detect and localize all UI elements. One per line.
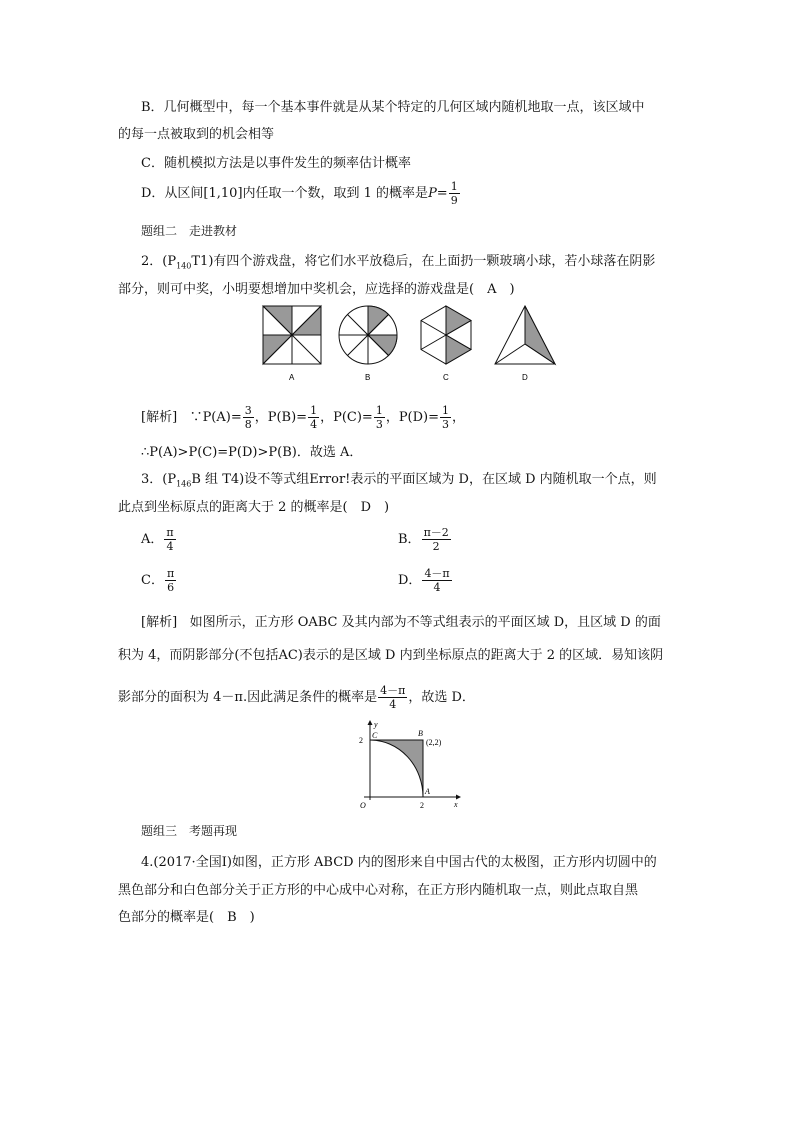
fraction-numerator: 1 [375, 404, 383, 417]
board-a-label: A [289, 373, 295, 382]
solution3-fraction [378, 684, 407, 711]
option-d-fraction [422, 567, 451, 594]
y-axis-label: y [374, 720, 378, 729]
fraction-denominator: 3 [375, 418, 383, 431]
option-a-fraction [164, 526, 175, 553]
origin-label: O [360, 801, 366, 810]
option-d-fraction [449, 180, 460, 207]
fraction-denominator: 6 [167, 581, 175, 594]
option-d-p: P= [428, 186, 448, 201]
option-d-text: D．从区间[1,10]内任取一个数，取到 1 的概率是 [141, 186, 429, 201]
q3-page-sub: 146 [176, 479, 192, 489]
fraction-numerator: π－2 [423, 526, 449, 539]
shaded-region [370, 740, 423, 797]
q3-line2: 此点到坐标原点的距离大于 2 的概率是( D ) [118, 500, 390, 515]
q3-option-b [398, 526, 452, 553]
q4-line3: 色部分的概率是( B ) [118, 910, 255, 925]
option-b-fraction [422, 526, 451, 553]
q2-prefix: 2．(P [141, 254, 177, 269]
solution3-end: ，故选 D． [408, 690, 475, 705]
option-d-line [141, 180, 461, 207]
option-c-fraction [165, 567, 176, 594]
q3-option-a [141, 526, 177, 553]
option-label: C． [141, 573, 164, 588]
board-d-label: D [522, 373, 528, 382]
solution3-line1 [141, 611, 661, 630]
prob-b-label: ，P(B)= [254, 410, 308, 425]
solution2-end: ， [452, 410, 466, 425]
fraction-numerator: π [166, 526, 174, 539]
x-axis-label: x [454, 800, 458, 809]
option-b-line1: B．几何概型中，每一个基本事件就是从某个特定的几何区域内随机地取一点，该区域中 [141, 100, 645, 115]
point-b-coord: (2,2) [426, 738, 442, 747]
solution-tag: [解析] [141, 410, 178, 425]
fraction-denominator: 4 [389, 698, 397, 711]
q3-option-c [141, 567, 177, 594]
q2-page-sub: 140 [176, 261, 192, 271]
fraction-numerator: 3 [244, 404, 252, 417]
x-tick-2: 2 [420, 801, 424, 810]
q2-line1 [141, 250, 655, 271]
board-d [495, 306, 555, 364]
board-a [263, 306, 321, 364]
solution3-text1: 如图所示，正方形 OABC 及其内部为不等式组表示的平面区域 D，且区域 D 的面 [189, 615, 661, 630]
q3-option-d [398, 567, 453, 594]
option-c-line: C．随机模拟方法是以事件发生的频率估计概率 [141, 156, 411, 171]
point-c-label: C [372, 731, 378, 740]
point-b-label: B [418, 729, 423, 738]
fraction-numerator: 1 [310, 404, 318, 417]
solution2-line2: ∴P(A)>P(C)=P(D)>P(B)．故选 A． [141, 445, 363, 460]
solution3-line2: 积为 4，而阴影部分(不包括AC)表示的是区域 D 内到坐标原点的距离大于 2 的区域．易知该阴 [118, 648, 664, 663]
prob-d-label: ，P(D)= [385, 410, 440, 425]
fraction-denominator: 4 [166, 540, 174, 553]
fraction-denominator: 2 [432, 540, 440, 553]
solution3-text3: 影部分的面积为 4－π.因此满足条件的概率是 [118, 690, 378, 705]
fraction-denominator: 4 [310, 418, 318, 431]
option-label: B． [398, 532, 421, 547]
solution3-line3 [118, 684, 475, 711]
q3-body: B 组 T4)设不等式组Error!表示的平面区域为 D，在区域 D 内随机取一个点，则 [191, 472, 657, 487]
game-boards-figure [258, 304, 558, 386]
q2-line2: 部分，则可中奖，小明要想增加中奖机会，应选择的游戏盘是( A ) [118, 282, 515, 297]
prob-d-fraction [440, 404, 451, 431]
fraction-denominator: 8 [244, 418, 252, 431]
group3-heading: 题组三 考题再现 [141, 824, 238, 838]
q4-line1: 4.(2017·全国Ⅰ)如图，正方形 ABCD 内的图形来自中国古代的太极图，正方形内切圆中的 [141, 855, 657, 870]
prob-a-label: ∵P(A)= [189, 410, 242, 425]
q2-body: T1)有四个游戏盘，将它们水平放稳后，在上面扔一颗玻璃小球，若小球落在阴影 [191, 254, 656, 269]
fraction-numerator: 1 [450, 180, 458, 193]
fraction-denominator: 9 [450, 194, 458, 207]
prob-a-fraction [243, 404, 254, 431]
q3-line1 [141, 468, 657, 489]
fraction-numerator: 4－π [424, 567, 450, 580]
option-label: D． [398, 573, 422, 588]
solution2-line1 [141, 404, 465, 431]
option-label: A． [141, 532, 164, 547]
group2-heading: 题组二 走进教材 [141, 224, 238, 238]
solution-tag: [解析] [141, 615, 178, 630]
board-c-label: C [443, 373, 449, 382]
board-b-label: B [365, 373, 371, 382]
q3-prefix: 3．(P [141, 472, 177, 487]
region-graph [352, 718, 468, 812]
prob-b-fraction [308, 404, 319, 431]
point-a-label: A [425, 787, 430, 796]
fraction-denominator: 3 [442, 418, 450, 431]
q4-line2: 黑色部分和白色部分关于正方形的中心成中心对称，在正方形内随机取一点，则此点取自黑 [118, 883, 639, 898]
prob-c-label: ，P(C)= [320, 410, 373, 425]
board-c [421, 306, 471, 364]
y-tick-2: 2 [359, 736, 363, 745]
fraction-denominator: 4 [433, 581, 441, 594]
board-b [339, 306, 397, 364]
option-b-line2: 的每一点被取到的机会相等 [118, 127, 275, 142]
fraction-numerator: π [166, 567, 175, 580]
prob-c-fraction [374, 404, 385, 431]
fraction-numerator: 4－π [380, 684, 406, 697]
fraction-numerator: 1 [442, 404, 450, 417]
